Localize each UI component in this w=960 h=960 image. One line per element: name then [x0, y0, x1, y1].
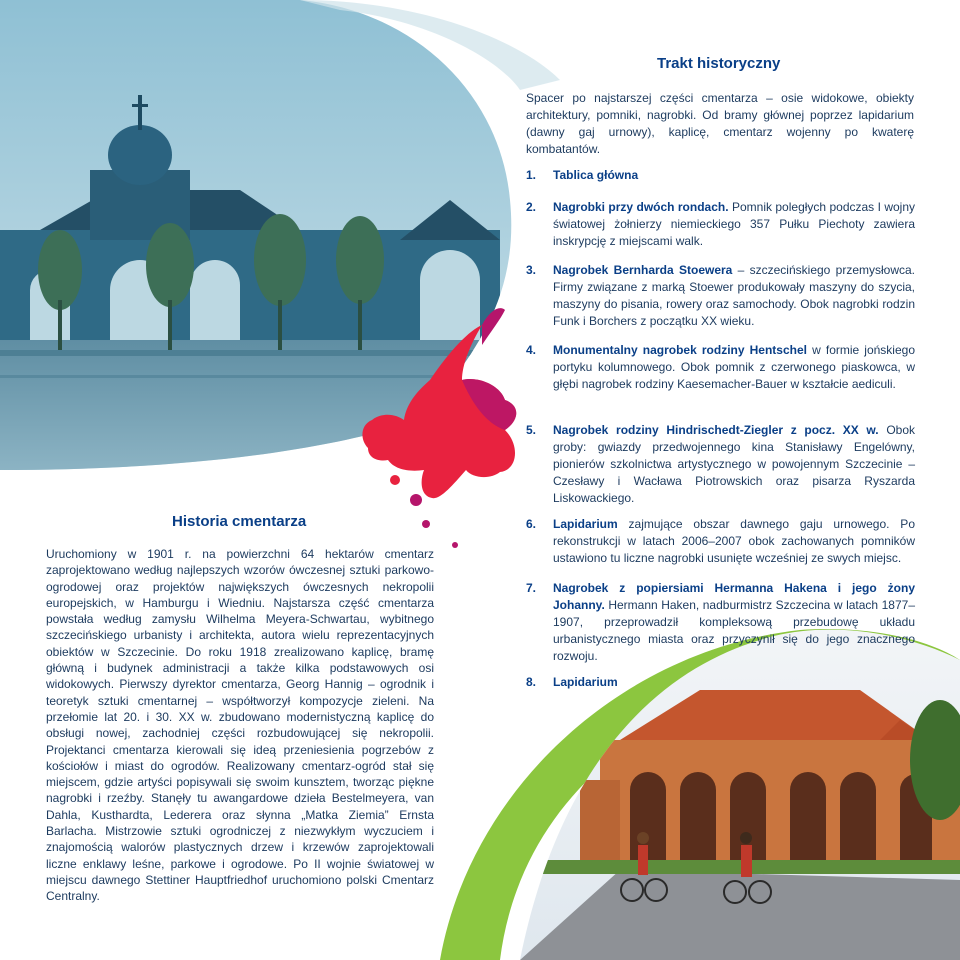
historic-trail-intro: Spacer po najstarszej części cmentarza – osie widokowe, obiekty architektury, pomniki, nagrobki. Od bramy głównej poprzez lapidarium (dawny gaj urnowy), kaplicę, cmentarz wojenny po kwaterę kombatantów. [526, 91, 914, 156]
trail-stop-7: 7. Nagrobek z popiersiami Hermanna Hakena i jego żony Johanny. Hermann Haken, nadburmistrz Szczecina w latach 1877–1907, przeprowadził kompleksową przebudowę układu urbanistycznego miasta oraz przyczynił się do jego znacznego rozwoju. [526, 581, 915, 663]
trail-stop-2: 2. Nagrobki przy dwóch rondach. Pomnik poległych podczas I wojny światowej żołnierzy niemieckiego 357 Pułku Piechoty zawiera inskrypcję z miejscami walk. [526, 200, 915, 248]
trail-stop-4: 4. Monumentalny nagrobek rodziny Hentschel w formie jońskiego portyku kolumnowego. Obok pomnik z czerwonego piaskowca, w głębi nagrobek rodziny Kaesemacher-Bauer w kształcie aediculi. [526, 343, 915, 391]
trail-stop-6: 6. Lapidarium zajmujące obszar dawnego gaju urnowego. Po rekonstrukcji w latach 2006–2007 obok zachowanych pomników ustawiono tu liczne nagrobki usunięte wcześniej ze swych miejsc. [526, 517, 915, 565]
trail-stop-8: 8. Lapidarium [526, 675, 618, 689]
cemetery-history-text: Uruchomiony w 1901 r. na powierzchni 64 hektarów cmentarz zaprojektowano według najlepszych wzorów ówczesnej sztuki parkowo-ogrodowej oraz projektów największych ówczesnych nekropolii europejskich, w Hamburgu i Wiedniu. Najstarsza część cmentarza powstała według zamysłu Wilhelma Meyera-Schwartau, wybitnego szczecińskiego urbanisty i architekta, autora wielu reprezentacyjnych obiektów w Szczecinie. Do roku 1918 zrealizowano kaplicę, bramę główną i budynek administracji a także kilka podstawowych osi widokowych. Pierwszy dyrektor cmentarza, Georg Hannig – ogrodnik i teoretyk sztuki cmentarnej – współtworzył kompozycje zieleni. Na przełomie lat 20. i 30. XX w. zbudowano modernistyczną kaplicę do obsługi nowej, zachodniej części rozbudowującej się nekropolii. Projektanci cmentarza kierowali się ideą przeniesienia pogrzebów z kościołów i miast do ogrodów. Realizowany cmentarz-ogród stał się miejscem, gdzie artyści popisywali się swoim kunsztem, tworząc piękne nagrobki i rzeźby. Stanęły tu awangardowe dzieła Bestelmeyera, van Dahla, Kusthardta, Lederera oraz słynna „Matka Ziemia” Ernsta Barlacha. Mistrzowie sztuki ogrodniczej z niezwykłym wyczuciem i znajomością walorów plastycznych drzew i krzewów zaprojektowali liczne enklawy leśne, parkowe i ogrodowe. Po II wojnie światowej w miejscu dawnego Stettiner Hauptfriedhof uruchomiono polski Cmentarz Centralny. [46, 547, 434, 904]
trail-stop-3: 3. Nagrobek Bernharda Stoewera – szczecińskiego przemysłowca. Firmy związane z marką Stoewer produkowały maszyny do szycia, maszyny do pisania, rowery oraz samochody. Obok nagrobki rodzin Funk i Borchers z początku XX wieku. [526, 263, 915, 328]
trail-stop-1: 1. Tablica główna [526, 168, 639, 182]
trail-stop-5: 5. Nagrobek rodziny Hindrischedt-Ziegler z pocz. XX w. Obok groby: gwiazdy przedwojennego kina Stanisławy Engelówny, pionierów szkolnictwa artystycznego w powojennym Szczecinie – Czesławy i Wacława Piotrowskich oraz pisarza Ryszarda Liskowackiego. [526, 423, 915, 505]
section-title-cemetery-history: Historia cmentarza [172, 513, 307, 530]
section-title-historic-trail: Trakt historyczny [657, 55, 781, 72]
